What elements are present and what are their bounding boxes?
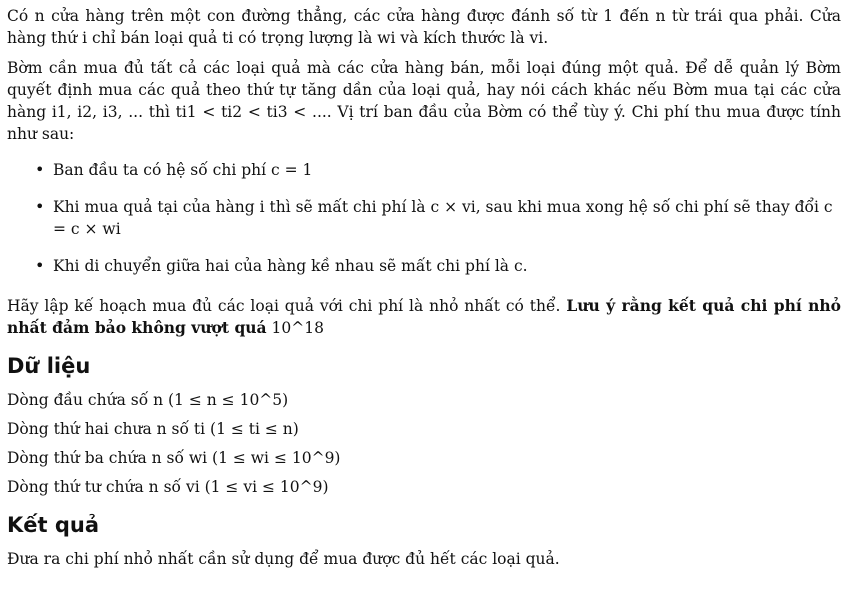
bullet-icon: • [35,160,45,179]
input-line-2: Dòng thứ hai chưa n số ti (1 ≤ ti ≤ n) [7,420,299,438]
note-paragraph [7,295,841,339]
cost-rules-list [7,159,841,277]
output-heading: Kết quả [7,513,100,537]
list-item: • Khi mua quả tại của hàng i thì sẽ mất chi phí là c × vi, sau khi mua xong hệ số chi phí sẽ thay đổi c = c × wi [35,197,833,238]
intro-paragraph-1: Có n cửa hàng trên một con đường thẳng, các cửa hàng được đánh số từ 1 đến n từ trái qua phải. Cửa hàng thứ i chỉ bán loại quả ti có trọng lượng là wi và kích thước là vi. [7,7,841,47]
list-item: • Ban đầu ta có hệ số chi phí c = 1 [35,160,313,179]
input-line-1: Dòng đầu chứa số n (1 ≤ n ≤ 10^5) [7,391,289,409]
bullet-icon: • [35,197,45,216]
note-bold-text: Lưu ý rằng kết quả chi phí nhỏ nhất đảm bảo không vượt quá [7,296,841,337]
note-text: Hãy lập kế hoạch mua đủ các loại quả với chi phí là nhỏ nhất có thể. [7,297,561,315]
list-item: • Khi di chuyển giữa hai của hàng kề nhau sẽ mất chi phí là c. [35,256,528,275]
input-line-4: Dòng thứ tư chứa n số vi (1 ≤ vi ≤ 10^9) [7,478,329,496]
intro-paragraph-2: Bờm cần mua đủ tất cả các loại quả mà các cửa hàng bán, mỗi loại đúng một quả. Để dễ quản lý Bờm quyết định mua các quả theo thứ tự tăng dần của loại quả, hay nói cách khác nếu Bờm mua tại các cửa hàng i1, i2, i3, ... thì ti1 < ti2 < ti3 < .... Vị trí ban đầu của Bờm có thể tùy ý. Chi phí thu mua được tính như sau: [7,59,841,143]
input-heading: Dữ liệu [7,354,91,378]
bullet-icon: • [35,256,45,275]
output-line: Đưa ra chi phí nhỏ nhất cần sử dụng để mua được đủ hết các loại quả. [7,550,560,568]
note-limit: 10^18 [271,319,324,337]
input-line-3: Dòng thứ ba chứa n số wi (1 ≤ wi ≤ 10^9) [7,449,341,467]
